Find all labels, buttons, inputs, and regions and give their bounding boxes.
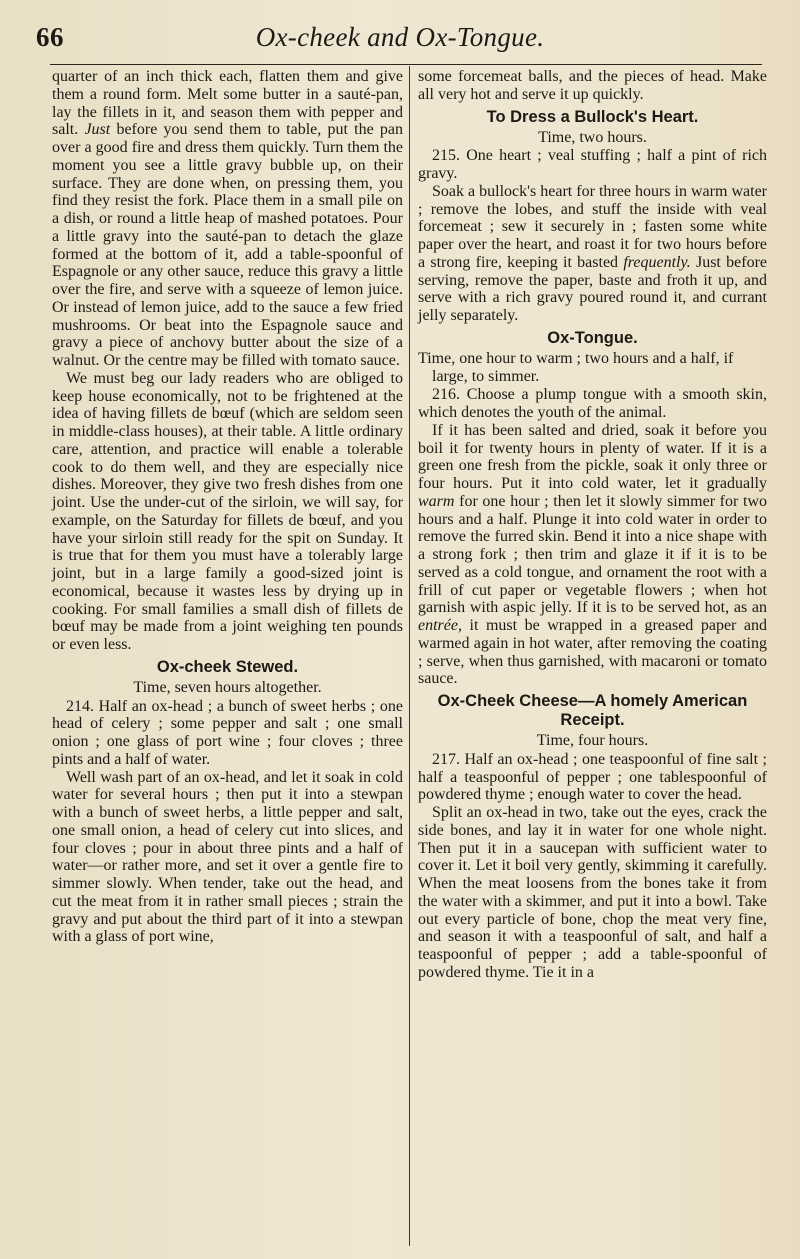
time-ox-cheek-stewed: Time, seven hours altogether. bbox=[133, 678, 322, 696]
page-number: 66 bbox=[36, 22, 64, 52]
header-rule bbox=[50, 64, 762, 65]
time-bullocks-heart: Time, two hours. bbox=[538, 128, 647, 146]
heading-ox-cheek-cheese: Ox-Cheek Cheese—A homely American Receipt. bbox=[437, 692, 748, 729]
right-column bbox=[418, 68, 767, 982]
paragraph-fillets: quarter of an inch thick each, flatten them and give them a round form. Melt some butter in a sauté-pan, lay the fillets in it, and season them with pepper and salt. Just before you send them to table, put the pan over a good fire and dress them quickly. Turn them the moment you see a little gravy bubble up, on their surface. They are done when, on pressing them, you find they resist the fork. Place them in a small pile on a dish, or round a little heap of mashed potatoes. Pour a little gravy into the sauté-pan to detach the glaze formed at the bottom of it, add a table-spoonful of Espagnole or any other sauce, reduce this gravy a little over the fire, and serve with a squeeze of lemon juice. Or instead of lemon juice, add to the sauce a few fried mushrooms. Or beat into the Espagnole sauce and gravy a piece of anchovy butter about the size of a walnut. Or the centre may be filled with tomato sauce. bbox=[52, 68, 403, 369]
time-ox-cheek-cheese: Time, four hours. bbox=[536, 732, 649, 749]
ingredients-216: 216. Choose a plump tongue with a smooth skin, which denotes the youth of the animal. bbox=[418, 386, 767, 421]
method-214: Well wash part of an ox-head, and let it soak in cold water for several hours ; then put it into a stewpan with a bunch of sweet herbs, a little pepper and salt, one small onion, a head of celery cut into slices, and four cloves ; pour in about three pints and a half of water—or rather more, and set it over a gentle fire to simmer slowly. When tender, take out the head, and cut the meat from it in rather small pieces ; strain the gravy and put about the third part of it into a stewpan with a glass of port wine, bbox=[52, 768, 403, 946]
method-215: Soak a bullock's heart for three hours in warm water ; remove the lobes, and stuff the inside with veal forcemeat ; sew it securely in ; fasten some white paper over the heart, and roast it for two hours before a strong fire, keeping it basted frequently. Just before serving, remove the paper, baste and froth it up, and serve with a rich gravy poured round it, and currant jelly separately. bbox=[418, 182, 767, 324]
column-divider bbox=[409, 66, 410, 1246]
left-column bbox=[52, 68, 403, 946]
heading-bullocks-heart: To Dress a Bullock's Heart. bbox=[486, 107, 699, 126]
paragraph-continuation: some forcemeat balls, and the pieces of head. Make all very hot and serve it up quickly. bbox=[418, 68, 767, 103]
ingredients-217: 217. Half an ox-head ; one teaspoonful of fine salt ; half a teaspoonful of pepper ; one tablespoonful of powdered thyme ; enough water to cover the head. bbox=[418, 750, 767, 804]
running-title: Ox-cheek and Ox-Tongue. bbox=[255, 22, 545, 52]
method-216: If it has been salted and dried, soak it before you boil it for twenty hours in plenty of water. If it is a green one fresh from the pickle, soak it only three or four hours. Put it into cold water, let it gradually warm for one hour ; then let it slowly simmer for two hours and a half. Plunge it into cold water in order to remove the furred skin. Bend it into a nice shape with a strong fork ; then trim and glaze it if it is to be served as a cold tongue, and ornament the root with a frill of cut paper or vegetable flowers ; when hot garnish with aspic jelly. If it is to be served hot, as an entrée, it must be wrapped in a greased paper and warmed again in hot water, after removing the coating ; serve, when thus garnished, with macaroni or tomato sauce. bbox=[418, 421, 767, 688]
heading-ox-cheek-stewed: Ox-cheek Stewed. bbox=[156, 657, 299, 676]
paragraph-economy: We must beg our lady readers who are obliged to keep house economically, not to be frightened at the idea of having fillets de bœuf (which are seldom seen in middle-class houses), at their table. A little ordinary care, attention, and practice will enable a tolerable cook to do them well, and they are especially nice dishes. Moreover, they give two fresh dishes from one joint. Use the under-cut of the sirloin, we will say, for example, on the Saturday for fillets de bœuf, and you have your sirloin still ready for the spit on Sunday. It is true that for them you must have a tolerably large joint, but in a large family a good-sized joint is economical, because it wastes less by drying up in cooking. For small families a small dish of fillets de bœuf may be made from a joint weighing ten pounds or even less. bbox=[52, 369, 403, 653]
ingredients-214: 214. Half an ox-head ; a bunch of sweet herbs ; one head of celery ; some pepper and salt ; one small onion ; one glass of port wine ; four cloves ; three pints and a half of water. bbox=[52, 697, 403, 768]
heading-ox-tongue: Ox-Tongue. bbox=[547, 328, 638, 347]
time-ox-tongue: Time, one hour to warm ; two hours and a half, if large, to simmer. bbox=[418, 349, 734, 385]
method-217: Split an ox-head in two, take out the eyes, crack the side bones, and lay it in water for one whole night. Then put it in a saucepan with sufficient water to cover it. Let it boil very gently, skimming it carefully. When the meat loosens from the bones take it from the water with a skimmer, and put it into a bowl. Take out every particle of bone, chop the meat very fine, and season it with a teaspoonful of salt, and half a teaspoonful of pepper ; add a table-spoonful of powdered thyme. Tie it in a bbox=[418, 804, 767, 981]
ingredients-215: 215. One heart ; veal stuffing ; half a pint of rich gravy. bbox=[418, 147, 767, 182]
